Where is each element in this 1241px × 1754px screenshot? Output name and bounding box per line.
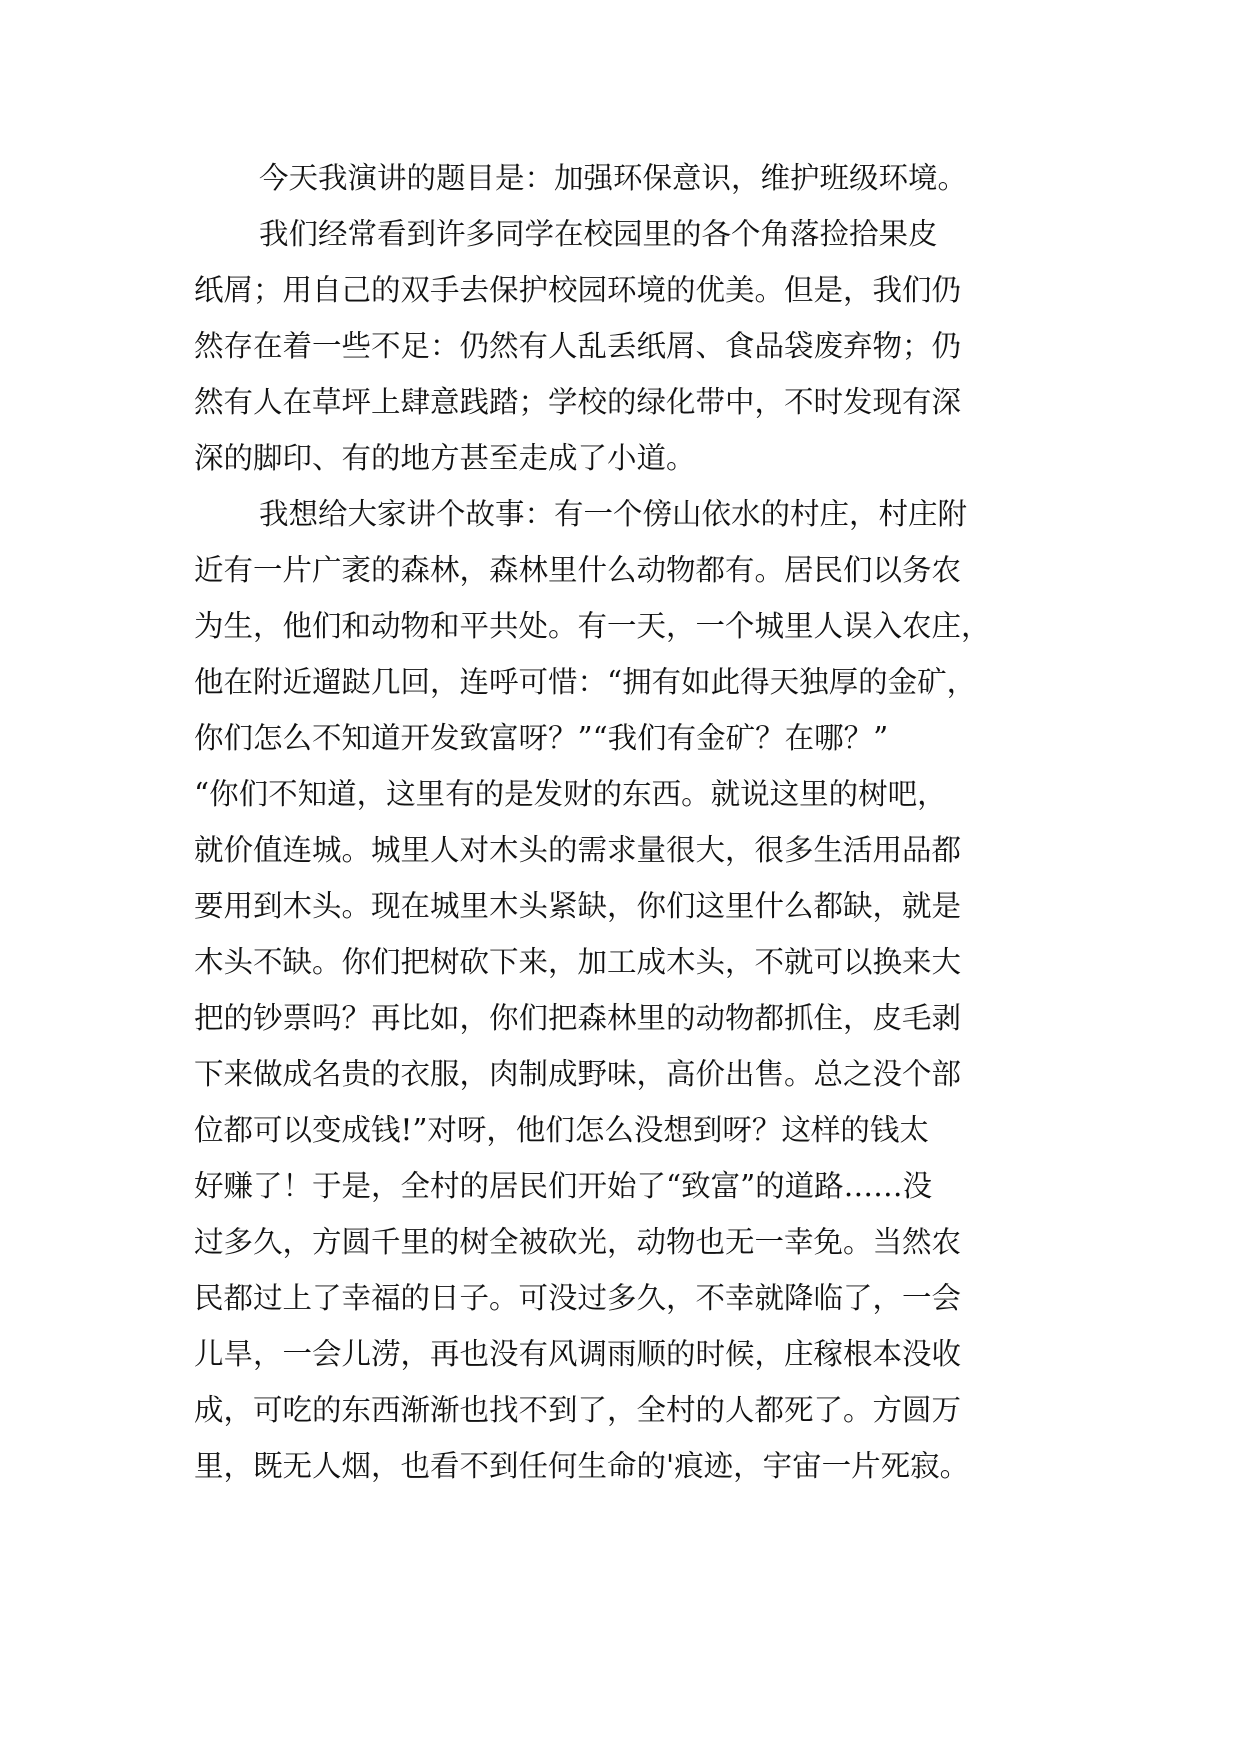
- paragraph-3-line-14: 过多久，方圆千里的树全被砍光，动物也无一幸免。当然农: [194, 1225, 962, 1259]
- paragraph-3-line-17: 成，可吃的东西渐渐也找不到了，全村的人都死了。方圆万: [194, 1393, 962, 1427]
- paragraph-3-line-10: 把的钞票吗？再比如，你们把森林里的动物都抓住，皮毛剥: [194, 1001, 962, 1035]
- paragraph-3-line-18: 里，既无人烟，也看不到任何生命的'痕迹，宇宙一片死寂。: [194, 1449, 970, 1483]
- paragraph-3-line-11: 下来做成名贵的衣服，肉制成野味，高价出售。总之没个部: [194, 1057, 962, 1091]
- paragraph-3-line-16: 儿旱，一会儿涝，再也没有风调雨顺的时候，庄稼根本没收: [194, 1337, 962, 1371]
- paragraph-3-line-2: 近有一片广袤的森林，森林里什么动物都有。居民们以务农: [194, 553, 962, 587]
- paragraph-3-line-15: 民都过上了幸福的日子。可没过多久，不幸就降临了，一会: [194, 1281, 962, 1315]
- paragraph-3-line-8: 要用到木头。现在城里木头紧缺，你们这里什么都缺，就是: [194, 889, 962, 923]
- paragraph-3-line-6: “你们不知道，这里有的是发财的东西。就说这里的树吧，: [194, 777, 947, 811]
- paragraph-2-line-4: 然有人在草坪上肆意践踏；学校的绿化带中，不时发现有深: [194, 385, 962, 419]
- paragraph-2-line-1: 我们经常看到许多同学在校园里的各个角落捡拾果皮: [259, 217, 938, 251]
- paragraph-2-line-3: 然存在着一些不足：仍然有人乱丢纸屑、食品袋废弃物；仍: [194, 329, 962, 363]
- paragraph-3-line-1: 我想给大家讲个故事：有一个傍山依水的村庄，村庄附: [259, 497, 968, 531]
- paragraph-3-line-12: 位都可以变成钱!”对呀，他们怎么没想到呀？这样的钱太: [194, 1113, 929, 1147]
- paragraph-3-line-7: 就价值连城。城里人对木头的需求量很大，很多生活用品都: [194, 833, 962, 867]
- paragraph-1-line-1: 今天我演讲的题目是：加强环保意识，维护班级环境。: [259, 161, 968, 195]
- paragraph-3-line-4: 他在附近遛跶几回，连呼可惜：“拥有如此得天独厚的金矿，: [194, 665, 977, 699]
- paragraph-2-line-5: 深的脚印、有的地方甚至走成了小道。: [194, 441, 696, 475]
- paragraph-3-line-9: 木头不缺。你们把树砍下来，加工成木头，不就可以换来大: [194, 945, 962, 979]
- paragraph-3-line-13: 好赚了！于是，全村的居民们开始了“致富”的道路……没: [194, 1169, 933, 1203]
- paragraph-3-line-3: 为生，他们和动物和平共处。有一天，一个城里人误入农庄，: [194, 609, 991, 643]
- paragraph-2-line-2: 纸屑；用自己的双手去保护校园环境的优美。但是，我们仍: [194, 273, 962, 307]
- paragraph-3-line-5: 你们怎么不知道开发致富呀？”“我们有金矿？在哪？”: [194, 721, 889, 755]
